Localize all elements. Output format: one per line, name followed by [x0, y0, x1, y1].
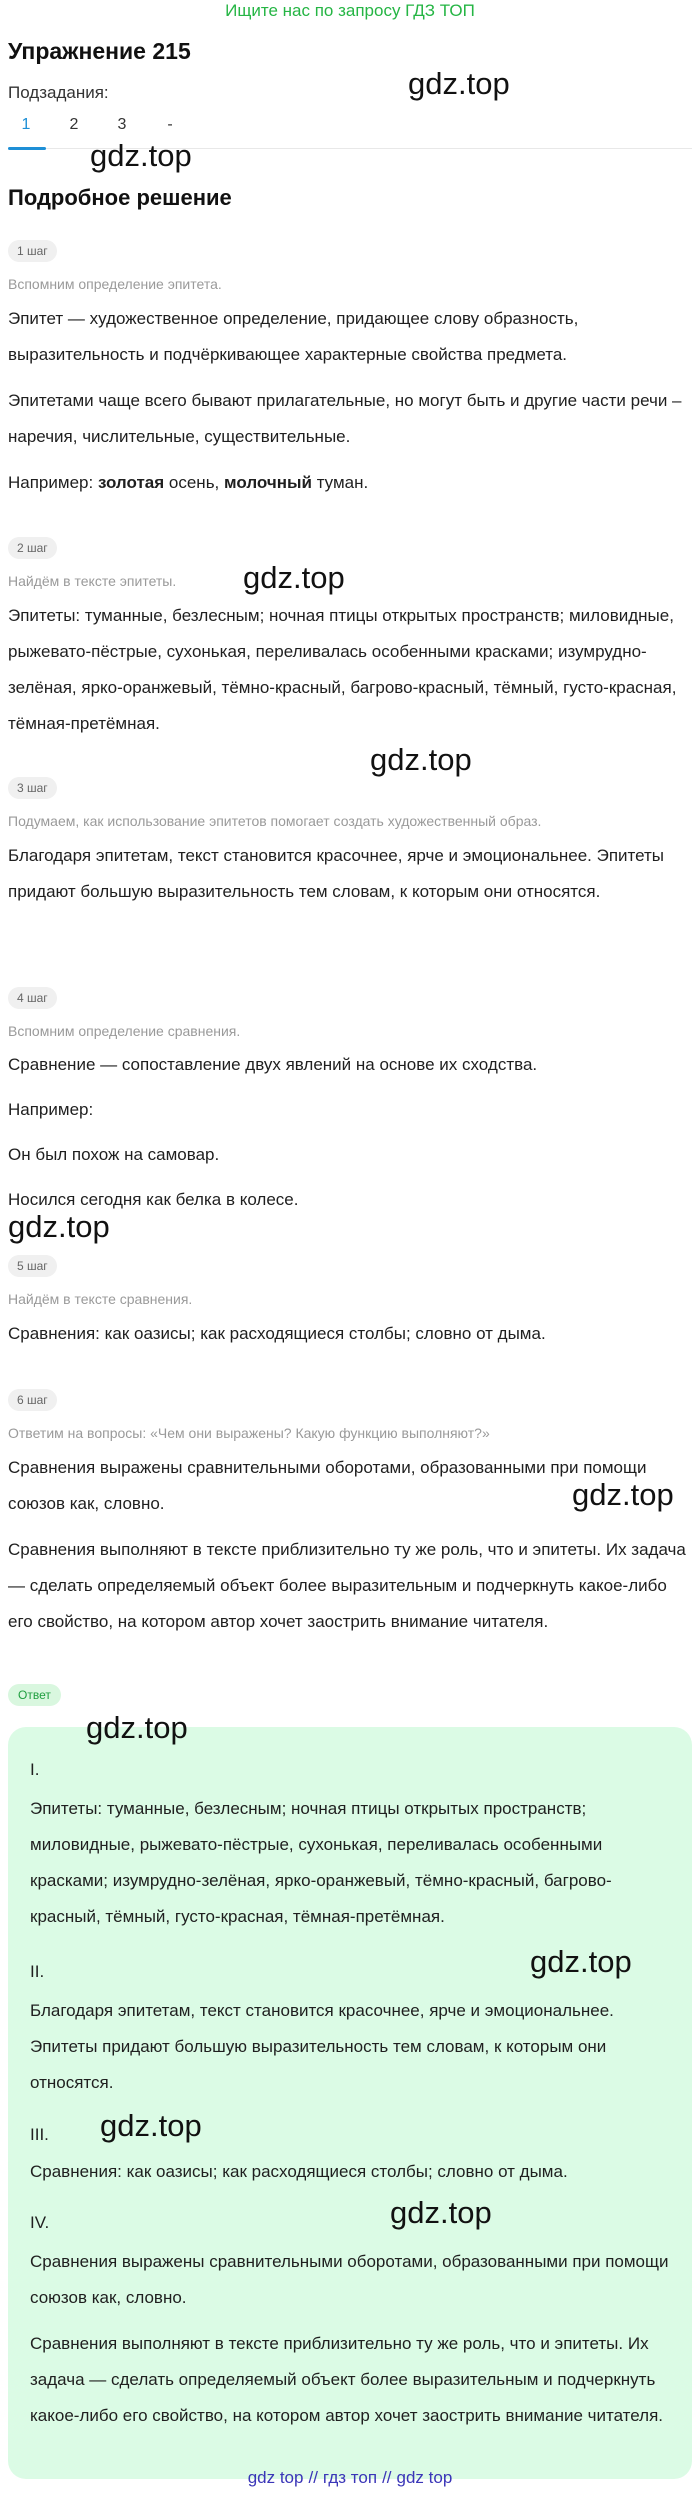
step-badge: 3 шаг [8, 777, 57, 799]
step-paragraph: Например: [8, 1100, 94, 1119]
tab-3[interactable]: 3 [117, 116, 127, 133]
section-title: Подробное решение [8, 185, 232, 210]
footer-link[interactable]: гдз топ [322, 2468, 378, 2487]
watermark: gdz.top [408, 66, 510, 101]
step-paragraph: Эпитеты: туманные, безлесным; ночная птицы открытых пространств; миловидные, рыжевато-пёстрые, сухонькая, переливалась особенными красками; изумрудно-зелёная, ярко-оранжевый, тёмно-красный, багрово-красный, тёмный, густо-красная, тёмная-претёмная. [8, 606, 677, 733]
watermark: gdz.top [86, 1710, 188, 1745]
answer-paragraph: Сравнения: как оазисы; как расходящиеся столбы; словно от дыма. [30, 2162, 568, 2181]
step-hint: Найдём в тексте эпитеты. [8, 573, 177, 589]
footer-links [0, 2468, 700, 2488]
active-tab-indicator [8, 147, 46, 150]
step-badge: 1 шаг [8, 240, 57, 262]
example-word: золотая [97, 473, 165, 492]
footer-separator: // [382, 2468, 392, 2487]
answer-numeral: I. [30, 1760, 40, 1779]
example-word: молочный [224, 473, 312, 492]
step-paragraph: Сравнения выражены сравнительными оборотами, образованными при помощи союзов как, словно. [8, 1458, 647, 1513]
watermark: gdz.top [90, 138, 192, 173]
tab-dash[interactable]: - [167, 116, 173, 133]
footer-link[interactable]: gdz top [396, 2468, 453, 2487]
watermark: gdz.top [370, 742, 472, 777]
page-title: Упражнение 215 [8, 38, 191, 64]
watermark: gdz.top [243, 560, 345, 595]
step-paragraph: Сравнение — сопоставление двух явлений на основе их сходства. [8, 1055, 538, 1074]
answer-numeral: II. [30, 1962, 45, 1981]
tab-1[interactable]: 1 [21, 116, 31, 133]
answer-paragraph: Сравнения выполняют в тексте приблизительно ту же роль, что и эпитеты. Их задача — сделать определяемый объект более выразительным и подчеркнуть какое-либо его свойство, на котором автор хочет заострить внимание читателя. [30, 2334, 663, 2425]
step-hint: Подумаем, как использование эпитетов помогает создать художественный образ. [8, 813, 542, 829]
tab-2[interactable]: 2 [69, 116, 79, 133]
step-badge: 5 шаг [8, 1255, 57, 1277]
watermark: gdz.top [572, 1477, 674, 1512]
answer-paragraph: Эпитеты: туманные, безлесным; ночная птицы открытых пространств; миловидные, рыжевато-пёстрые, сухонькая, переливалась особенными красками; изумрудно-зелёная, ярко-оранжевый, тёмно-красный, багрово-красный, тёмный, густо-красная, тёмная-претёмная. [30, 1799, 612, 1926]
example-paragraph [8, 465, 692, 501]
watermark: gdz.top [8, 1209, 110, 1244]
answer-numeral: III. [30, 2125, 49, 2144]
answer-box [8, 1727, 692, 2479]
step-hint: Вспомним определение эпитета. [8, 276, 222, 292]
step-paragraph: Сравнения выполняют в тексте приблизительно ту же роль, что и эпитеты. Их задача — сделать определяемый объект более выразительным и подчеркнуть какое-либо его свойство, на котором автор хочет заострить внимание читателя. [8, 1540, 686, 1631]
step-paragraph: Он был похож на самовар. [8, 1145, 220, 1164]
answer-paragraph: Благодаря эпитетам, текст становится красочнее, ярче и эмоциональнее. Эпитеты придают большую выразительность тем словам, к которым они относятся. [30, 2001, 614, 2092]
example-text: осень, [164, 473, 224, 492]
step-paragraph: Эпитетами чаще всего бывают прилагательные, но могут быть и другие части речи – наречия, числительные, существительные. [8, 391, 682, 446]
footer-link[interactable]: gdz top [247, 2468, 304, 2487]
step-badge: 4 шаг [8, 987, 57, 1009]
watermark: gdz.top [390, 2195, 492, 2230]
step-paragraph: Сравнения: как оазисы; как расходящиеся столбы; словно от дыма. [8, 1324, 546, 1343]
step-paragraph: Носился сегодня как белка в колесе. [8, 1190, 299, 1209]
step-hint: Ответим на вопросы: «Чем они выражены? Какую функцию выполняют?» [8, 1425, 490, 1441]
step-paragraph: Эпитет — художественное определение, придающее слову образность, выразительность и подчёркивающее характерные свойства предмета. [8, 309, 579, 364]
watermark: gdz.top [530, 1944, 632, 1979]
answer-paragraph: Сравнения выражены сравнительными оборотами, образованными при помощи союзов как, словно. [30, 2252, 669, 2307]
step-badge: 2 шаг [8, 537, 57, 559]
search-banner: Ищите нас по запросу ГДЗ ТОП [225, 1, 475, 20]
subtasks-label: Подзадания: [8, 83, 109, 102]
watermark: gdz.top [100, 2108, 202, 2143]
step-badge: 6 шаг [8, 1389, 57, 1411]
step-hint: Вспомним определение сравнения. [8, 1023, 241, 1039]
answer-badge: Ответ [8, 1684, 61, 1706]
answer-numeral: IV. [30, 2213, 50, 2232]
step-hint: Найдём в тексте сравнения. [8, 1291, 193, 1307]
example-prefix: Например: [8, 473, 98, 492]
footer-separator: // [308, 2468, 318, 2487]
example-text: туман. [311, 473, 369, 492]
step-paragraph: Благодаря эпитетам, текст становится красочнее, ярче и эмоциональнее. Эпитеты придают большую выразительность тем словам, к которым они относятся. [8, 846, 665, 901]
